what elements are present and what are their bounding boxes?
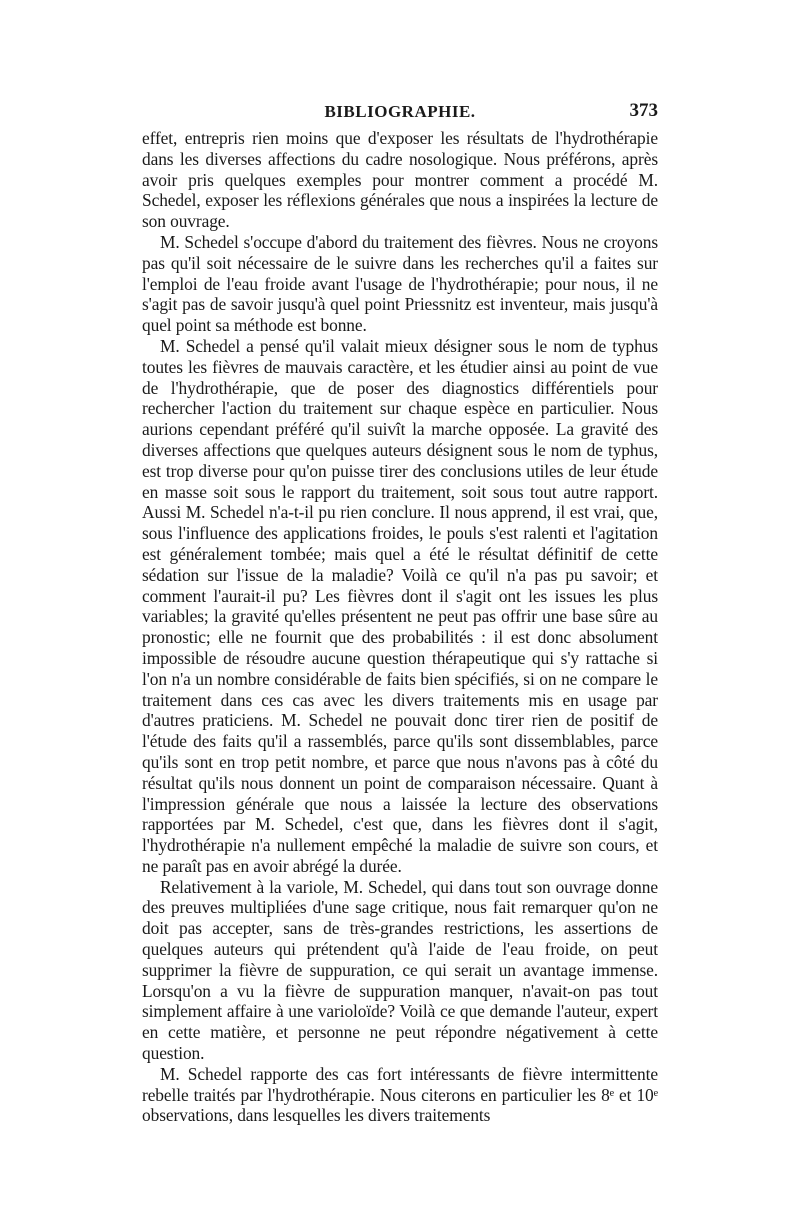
book-page bbox=[142, 98, 658, 1126]
page-number: 373 bbox=[629, 100, 658, 121]
running-head bbox=[142, 98, 658, 128]
paragraph: M. Schedel s'occupe d'abord du traitement des fièvres. Nous ne croyons pas qu'il soit nécessaire de le suivre dans les recherches qu'il a faites sur l'emploi de l'eau froide avant l'usage de l'hydrothérapie; pour nous, il ne s'agit pas de savoir jusqu'à quel point Priessnitz est inventeur, mais jusqu'à quel point sa méthode est bonne. bbox=[142, 231, 658, 336]
paragraph: Relativement à la variole, M. Schedel, qui dans tout son ouvrage donne des preuves multipliées d'une sage critique, nous fait remarquer qu'on ne doit pas accepter, sans de très-grandes restrictions, les assertions de quelques auteurs qui prétendent qu'à l'aide de l'eau froide, on peut supprimer la fièvre de suppuration, ce qui serait un avantage immense. Lorsqu'on a vu la fièvre de suppuration manquer, n'avait-on pas tout simplement affaire à une varioloïde? Voilà ce que demande l'auteur, expert en cette matière, et personne ne peut répondre négativement à cette question. bbox=[142, 876, 658, 1064]
paragraph: M. Schedel rapporte des cas fort intéressants de fièvre intermittente rebelle traités par l'hydrothérapie. Nous citerons en particulier les 8ᵉ et 10ᵉ observations, dans lesquelles les divers traitements bbox=[142, 1063, 658, 1126]
body-text bbox=[142, 128, 658, 1126]
running-title: BIBLIOGRAPHIE. bbox=[324, 102, 476, 121]
paragraph: effet, entrepris rien moins que d'exposer les résultats de l'hydrothérapie dans les diverses affections du cadre nosologique. Nous préférons, après avoir pris quelques exemples pour montrer comment a procédé M. Schedel, exposer les réflexions générales que nous a inspirées la lecture de son ouvrage. bbox=[142, 128, 658, 232]
paragraph: M. Schedel a pensé qu'il valait mieux désigner sous le nom de typhus toutes les fièvres de mauvais caractère, et les étudier ainsi au point de vue de l'hydrothérapie, que de poser des diagnostics différentiels pour rechercher l'action du traitement sur chaque espèce en particulier. Nous aurions cependant préféré qu'il suivît la marche opposée. La gravité des diverses affections que quelques auteurs désignent sous le nom de typhus, est trop diverse pour qu'on puisse tirer des conclusions utiles de leur étude en masse soit sous le rapport du traitement, soit sous tout autre rapport. Aussi M. Schedel n'a-t-il pu rien conclure. Il nous apprend, il est vrai, que, sous l'influence des applications froides, le pouls s'est ralenti et l'agitation est généralement tombée; mais quel a été le résultat définitif de cette sédation sur l'issue de la maladie? Voilà ce qu'il n'a pas pu savoir; et comment l'aurait-il pu? Les fièvres dont il s'agit ont les issues les plus variables; la gravité qu'elles présentent ne peut pas offrir une base sûre au pronostic; elle ne fournit que des probabilités : il est donc absolument impossible de résoudre aucune question thérapeutique qui s'y rattache si l'on n'a un nombre considérable de faits bien spécifiés, si on ne compare le traitement dans ces cas avec les divers traitements mis en usage par d'autres praticiens. M. Schedel ne pouvait donc tirer rien de positif de l'étude des faits qu'il a rassemblés, parce qu'ils sont dissemblables, parce qu'ils sont en trop petit nombre, et parce que nous n'avons pas à côté du résultat qu'ils nous donnent un point de comparaison nécessaire. Quant à l'impression générale que nous a laissée la lecture des observations rapportées par M. Schedel, c'est que, dans les fièvres dont il s'agit, l'hydrothérapie n'a nullement empêché la maladie de suivre son cours, et ne paraît pas en avoir abrégé la durée. bbox=[142, 335, 658, 876]
